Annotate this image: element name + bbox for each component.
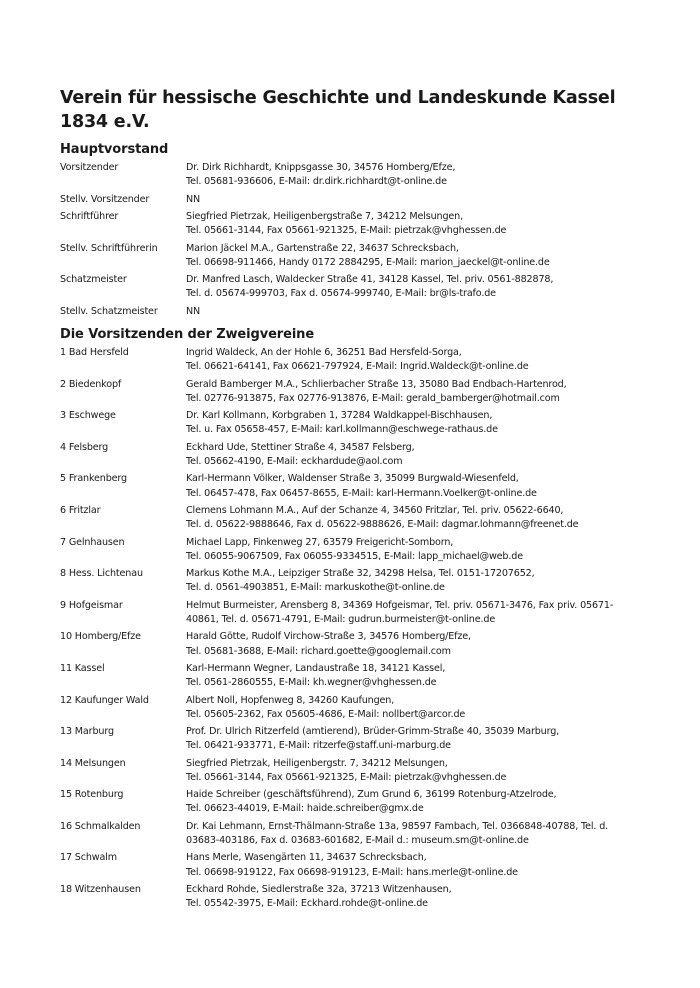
contact-detail-line: Tel. 06623-44019, E-Mail: haide.schreiber@gmx.de bbox=[186, 803, 424, 815]
contact-row bbox=[60, 883, 660, 911]
contact-role-label: Schatzmeister bbox=[60, 274, 127, 286]
contact-detail-line: Dr. Karl Kollmann, Korbgraben 1, 37284 Waldkappel-Bischhausen, bbox=[186, 410, 493, 422]
contact-detail-line: Eckhard Ude, Stettiner Straße 4, 34587 Felsberg, bbox=[186, 441, 415, 453]
contact-details bbox=[186, 599, 660, 627]
contact-row bbox=[60, 161, 660, 189]
contact-detail-line: Clemens Lohmann M.A., Auf der Schanze 4, 34560 Fritzlar, Tel. priv. 05622-6640, bbox=[186, 504, 564, 516]
contact-role-label: 13 Marburg bbox=[60, 726, 114, 738]
contact-row bbox=[60, 567, 660, 595]
contact-role-label: 8 Hess. Lichtenau bbox=[60, 568, 143, 580]
contact-details bbox=[186, 472, 660, 500]
contact-detail-line: Ingrid Waldeck, An der Hohle 6, 36251 Bad Hersfeld-Sorga, bbox=[186, 346, 462, 358]
contact-detail-line: Siegfried Pietrzak, Heiligenbergstr. 7, 34212 Melsungen, bbox=[186, 757, 448, 769]
contact-row bbox=[60, 305, 660, 319]
contact-role-label: 4 Felsberg bbox=[60, 441, 109, 453]
contact-detail-line: NN bbox=[186, 305, 201, 317]
contact-row bbox=[60, 630, 660, 658]
contact-role-label: Vorsitzender bbox=[60, 162, 119, 173]
contact-details bbox=[186, 193, 660, 207]
contact-detail-line: Tel. 06055-9067509, Fax 06055-9334515, E-Mail: lapp_michael@web.de bbox=[186, 550, 523, 562]
contact-role-label: Stellv. Schatzmeister bbox=[60, 305, 158, 317]
contact-role-label: 12 Kaufunger Wald bbox=[60, 694, 149, 706]
contact-detail-line: Tel. u. Fax 05658-457, E-Mail: karl.kollmann@eschwege-rathaus.de bbox=[186, 424, 498, 436]
contact-details bbox=[186, 820, 660, 848]
contact-row bbox=[60, 536, 660, 564]
contact-detail-line: Hans Merle, Wasengärten 11, 34637 Schrecksbach, bbox=[186, 852, 427, 864]
contact-detail-line: Marion Jäckel M.A., Gartenstraße 22, 34637 Schrecksbach, bbox=[186, 242, 459, 254]
contact-detail-line: Albert Noll, Hopfenweg 8, 34260 Kaufungen, bbox=[186, 694, 395, 706]
contact-row bbox=[60, 346, 660, 374]
contact-details bbox=[186, 441, 660, 469]
contact-details bbox=[186, 273, 660, 301]
contact-row bbox=[60, 662, 660, 690]
contact-role-label: 5 Frankenberg bbox=[60, 473, 127, 485]
contact-role-label: 3 Eschwege bbox=[60, 410, 116, 422]
contact-details bbox=[186, 567, 660, 595]
contact-row bbox=[60, 472, 660, 500]
contact-detail-line: Haide Schreiber (geschäftsführend), Zum Grund 6, 36199 Rotenburg-Atzelrode, bbox=[186, 789, 557, 801]
contact-detail-line: Dr. Dirk Richhardt, Knippsgasse 30, 34576 Homberg/Efze, bbox=[186, 162, 456, 173]
contact-row bbox=[60, 851, 660, 879]
document-page bbox=[60, 86, 660, 915]
contact-details bbox=[186, 662, 660, 690]
contact-detail-line: Tel. 06421-933771, E-Mail: ritzerfe@staff.uni-marburg.de bbox=[186, 740, 451, 752]
contact-row bbox=[60, 210, 660, 238]
contact-detail-line: Tel. 06698-911466, Handy 0172 2884295, E-Mail: marion_jaeckel@t-online.de bbox=[186, 256, 550, 268]
contact-role-label: 17 Schwalm bbox=[60, 852, 117, 864]
contact-detail-line: Tel. d. 05622-9888646, Fax d. 05622-9888626, E-Mail: dagmar.lohmann@freenet.de bbox=[186, 519, 579, 531]
contact-role-label: Stellv. Vorsitzender bbox=[60, 193, 150, 205]
contact-detail-line: Tel. 05681-3688, E-Mail: richard.goette@googlemail.com bbox=[186, 645, 451, 657]
zweigvereine-list bbox=[60, 346, 660, 912]
contact-detail-line: Tel. 05542-3975, E-Mail: Eckhard.rohde@t-online.de bbox=[186, 898, 428, 910]
contact-detail-line: Tel. 05605-2362, Fax 05605-4686, E-Mail: nollbert@arcor.de bbox=[186, 708, 466, 720]
contact-detail-line: Tel. 06698-919122, Fax 06698-919123, E-Mail: hans.merle@t-online.de bbox=[186, 866, 518, 878]
contact-row bbox=[60, 193, 660, 207]
contact-detail-line: Tel. 0561-2860555, E-Mail: kh.wegner@vhghessen.de bbox=[186, 677, 437, 689]
contact-detail-line: Tel. d. 0561-4903851, E-Mail: markuskothe@t-online.de bbox=[186, 582, 445, 594]
contact-detail-line: Siegfried Pietrzak, Heiligenbergstraße 7, 34212 Melsungen, bbox=[186, 210, 464, 222]
contact-role-label: 2 Biedenkopf bbox=[60, 378, 122, 390]
contact-role-label: 15 Rotenburg bbox=[60, 789, 124, 801]
contact-details bbox=[186, 305, 660, 319]
contact-row bbox=[60, 409, 660, 437]
contact-details bbox=[186, 630, 660, 658]
contact-row bbox=[60, 242, 660, 270]
contact-detail-line: Tel. 06457-478, Fax 06457-8655, E-Mail: karl-Hermann.Voelker@t-online.de bbox=[186, 487, 537, 499]
hauptvorstand-list bbox=[60, 161, 660, 319]
contact-role-label: Stellv. Schriftführerin bbox=[60, 242, 158, 254]
contact-detail-line: Helmut Burmeister, Arensberg 8, 34369 Hofgeismar, Tel. priv. 05671-3476, Fax priv. 05671- bbox=[186, 599, 614, 611]
contact-details bbox=[186, 536, 660, 564]
contact-role-label: 9 Hofgeismar bbox=[60, 599, 123, 611]
contact-role-label: 1 Bad Hersfeld bbox=[60, 346, 129, 358]
contact-detail-line: Eckhard Rohde, Siedlerstraße 32a, 37213 Witzenhausen, bbox=[186, 884, 452, 896]
contact-row bbox=[60, 788, 660, 816]
contact-row bbox=[60, 504, 660, 532]
contact-detail-line: Prof. Dr. Ulrich Ritzerfeld (amtierend), Brüder-Grimm-Straße 40, 35039 Marburg, bbox=[186, 726, 560, 738]
contact-details bbox=[186, 694, 660, 722]
contact-details bbox=[186, 757, 660, 785]
contact-detail-line: Karl-Hermann Völker, Waldenser Straße 3, 35099 Burgwald-Wiesenfeld, bbox=[186, 473, 519, 485]
contact-detail-line: 03683-403186, Fax d. 03683-601682, E-Mail d.: museum.sm@t-online.de bbox=[186, 835, 529, 847]
contact-row bbox=[60, 273, 660, 301]
contact-role-label: 6 Fritzlar bbox=[60, 504, 101, 516]
contact-details bbox=[186, 242, 660, 270]
contact-details bbox=[186, 346, 660, 374]
document-title: Verein für hessische Geschichte und Landeskunde Kassel 1834 e.V. bbox=[60, 88, 616, 132]
contact-details bbox=[186, 725, 660, 753]
contact-detail-line: Michael Lapp, Finkenweg 27, 63579 Freigericht-Somborn, bbox=[186, 536, 454, 548]
contact-detail-line: 40861, Tel. d. 05671-4791, E-Mail: gudrun.burmeister@t-online.de bbox=[186, 613, 496, 625]
contact-role-label: Schriftführer bbox=[60, 210, 119, 222]
contact-details bbox=[186, 378, 660, 406]
contact-detail-line: Harald Götte, Rudolf Virchow-Straße 3, 34576 Homberg/Efze, bbox=[186, 631, 471, 643]
contact-detail-line: Tel. 05661-3144, Fax 05661-921325, E-Mail: pietrzak@vhghessen.de bbox=[186, 225, 507, 237]
contact-detail-line: NN bbox=[186, 193, 201, 205]
section-heading-hauptvorstand: Hauptvorstand bbox=[60, 142, 169, 157]
contact-row bbox=[60, 599, 660, 627]
contact-details bbox=[186, 883, 660, 911]
contact-row bbox=[60, 694, 660, 722]
contact-detail-line: Karl-Hermann Wegner, Landaustraße 18, 34121 Kassel, bbox=[186, 662, 446, 674]
contact-detail-line: Tel. 05681-936606, E-Mail: dr.dirk.richhardt@t-online.de bbox=[186, 176, 447, 188]
contact-role-label: 10 Homberg/Efze bbox=[60, 631, 141, 643]
contact-detail-line: Markus Kothe M.A., Leipziger Straße 32, 34298 Helsa, Tel. 0151-17207652, bbox=[186, 568, 535, 580]
section-heading-zweigvereine: Die Vorsitzenden der Zweigvereine bbox=[60, 326, 315, 342]
contact-details bbox=[186, 210, 660, 238]
contact-detail-line: Tel. 05662-4190, E-Mail: eckhardude@aol.com bbox=[186, 455, 403, 467]
contact-row bbox=[60, 441, 660, 469]
contact-details bbox=[186, 504, 660, 532]
contact-role-label: 11 Kassel bbox=[60, 662, 105, 674]
contact-detail-line: Dr. Kai Lehmann, Ernst-Thälmann-Straße 13a, 98597 Fambach, Tel. 0366848-40788, Tel. d. bbox=[186, 820, 609, 832]
contact-row bbox=[60, 378, 660, 406]
contact-row bbox=[60, 757, 660, 785]
contact-detail-line: Dr. Manfred Lasch, Waldecker Straße 41, 34128 Kassel, Tel. priv. 0561-882878, bbox=[186, 274, 554, 286]
contact-detail-line: Tel. 06621-64141, Fax 06621-797924, E-Mail: Ingrid.Waldeck@t-online.de bbox=[186, 361, 529, 373]
contact-details bbox=[186, 788, 660, 816]
contact-detail-line: Tel. 05661-3144, Fax 05661-921325, E-Mail: pietrzak@vhghessen.de bbox=[186, 771, 507, 783]
contact-row bbox=[60, 820, 660, 848]
contact-details bbox=[186, 851, 660, 879]
contact-detail-line: Tel. d. 05674-999703, Fax d. 05674-999740, E-Mail: br@ls-trafo.de bbox=[186, 288, 496, 300]
contact-details bbox=[186, 161, 660, 189]
contact-detail-line: Gerald Bamberger M.A., Schlierbacher Straße 13, 35080 Bad Endbach-Hartenrod, bbox=[186, 378, 567, 390]
contact-row bbox=[60, 725, 660, 753]
contact-detail-line: Tel. 02776-913875, Fax 02776-913876, E-Mail: gerald_bamberger@hotmail.com bbox=[186, 392, 560, 404]
contact-role-label: 16 Schmalkalden bbox=[60, 820, 141, 832]
contact-role-label: 7 Gelnhausen bbox=[60, 536, 125, 548]
contact-role-label: 18 Witzenhausen bbox=[60, 884, 141, 896]
contact-details bbox=[186, 409, 660, 437]
contact-role-label: 14 Melsungen bbox=[60, 757, 126, 769]
